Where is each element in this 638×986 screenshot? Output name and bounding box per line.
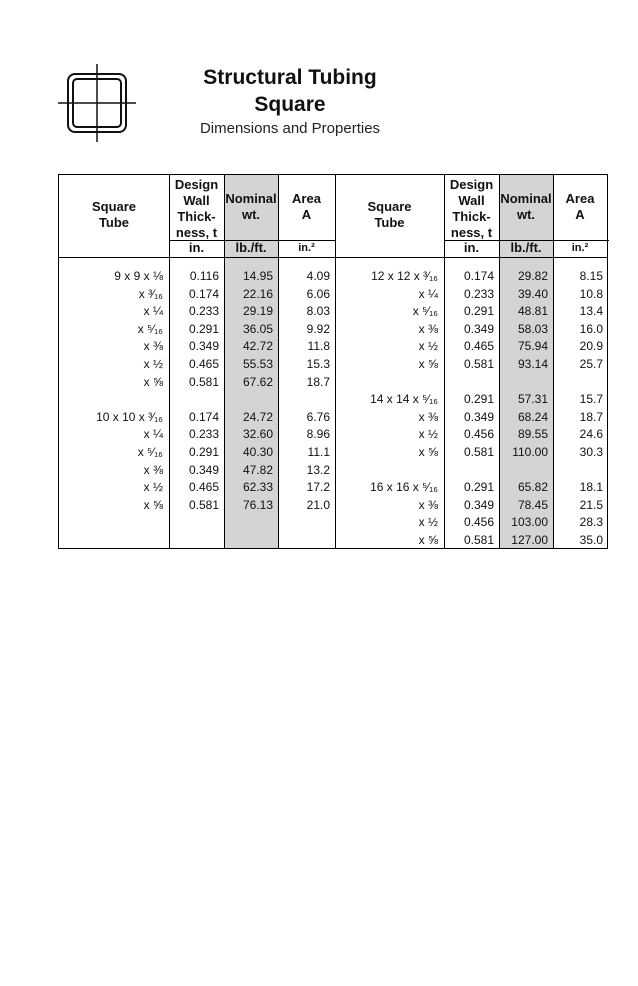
right-area-cell: 24.6 bbox=[579, 427, 603, 442]
left-nominal-weight-cell: 55.53 bbox=[242, 357, 273, 371]
left-area-cell: 8.96 bbox=[306, 427, 330, 442]
left-nominal-weight-cell: 24.72 bbox=[242, 409, 273, 424]
left-tube-size-cell: x ⅜ bbox=[143, 339, 163, 354]
left-nominal-weight-cell: 67.62 bbox=[242, 374, 273, 389]
right-area-cell: 21.5 bbox=[579, 497, 603, 512]
right-wall-thickness-cell: 0.291 bbox=[463, 392, 494, 407]
left-area-cell: 13.2 bbox=[306, 462, 330, 477]
left-wall-thickness-cell: 0.174 bbox=[188, 286, 219, 301]
right-tube-size-cell: 14 x 14 x ⁵⁄₁₆ bbox=[370, 392, 438, 407]
header-nominal-wt-right: Nominal wt. bbox=[500, 191, 552, 222]
right-tube-size-cell: x ½ bbox=[418, 427, 438, 442]
right-wall-thickness-cell: 0.456 bbox=[463, 427, 494, 442]
right-wall-thickness-cell: 0.291 bbox=[463, 480, 494, 495]
unit-wall: in. bbox=[188, 240, 205, 255]
left-nominal-weight-cell: 14.95 bbox=[242, 269, 273, 283]
left-wall-thickness-cell: 0.349 bbox=[188, 339, 219, 354]
left-nominal-weight-cell: 32.60 bbox=[242, 427, 273, 442]
left-wall-thickness-cell: 0.116 bbox=[189, 269, 219, 283]
left-nominal-weight-cell: 36.05 bbox=[242, 321, 273, 336]
left-area-cell: 8.03 bbox=[306, 304, 330, 319]
left-nominal-weight-cell: 62.33 bbox=[242, 480, 273, 495]
right-area-cell: 13.4 bbox=[579, 304, 603, 319]
left-area-cell: 6.76 bbox=[306, 409, 330, 424]
left-area-cell: 11.1 bbox=[307, 445, 330, 459]
right-area-cell: 25.7 bbox=[579, 357, 603, 371]
right-tube-size-cell: 12 x 12 x ³⁄₁₆ bbox=[371, 269, 438, 283]
unit-weight: lb./ft. bbox=[235, 240, 267, 255]
right-nominal-weight-cell: 75.94 bbox=[517, 339, 548, 354]
right-nominal-weight-cell: 78.45 bbox=[517, 497, 548, 512]
left-wall-thickness-cell: 0.581 bbox=[188, 497, 219, 512]
right-tube-size-cell: x ⅜ bbox=[418, 497, 438, 512]
right-nominal-weight-cell: 110.00 bbox=[512, 445, 548, 459]
right-wall-thickness-cell: 0.349 bbox=[463, 497, 494, 512]
right-wall-thickness-cell: 0.581 bbox=[463, 533, 494, 547]
right-nominal-weight-cell: 39.40 bbox=[517, 286, 548, 301]
unit-area-right: in.² bbox=[571, 242, 589, 254]
unit-area: in.² bbox=[298, 242, 315, 254]
left-tube-size-cell: x ¼ bbox=[143, 427, 163, 442]
left-tube-size-cell: x ½ bbox=[143, 480, 163, 495]
right-nominal-weight-cell: 68.24 bbox=[517, 409, 548, 424]
left-area-cell: 11.8 bbox=[307, 339, 330, 354]
right-nominal-weight-cell: 89.55 bbox=[517, 427, 548, 442]
right-wall-thickness-cell: 0.456 bbox=[463, 515, 494, 530]
properties-table bbox=[58, 174, 608, 549]
left-tube-size-cell: x ⁵⁄₁₆ bbox=[137, 321, 163, 336]
left-wall-thickness-cell: 0.465 bbox=[188, 357, 219, 371]
left-wall-thickness-cell: 0.233 bbox=[188, 427, 219, 442]
right-wall-thickness-cell: 0.349 bbox=[463, 321, 494, 336]
left-wall-thickness-cell: 0.291 bbox=[188, 321, 219, 336]
header-wall-thickness: Design Wall Thick- ness, t bbox=[174, 177, 219, 240]
left-tube-size-cell: 10 x 10 x ³⁄₁₆ bbox=[96, 409, 163, 424]
left-wall-thickness-cell: 0.233 bbox=[188, 304, 219, 319]
left-area-cell: 21.0 bbox=[306, 497, 330, 512]
right-nominal-weight-cell: 57.31 bbox=[517, 392, 548, 407]
unit-weight-right: lb./ft. bbox=[510, 240, 542, 255]
right-wall-thickness-cell: 0.349 bbox=[463, 409, 494, 424]
left-wall-thickness-cell: 0.465 bbox=[188, 480, 219, 495]
header-square-tube-right: Square Tube bbox=[367, 199, 412, 230]
right-tube-size-cell: x ⁵⁄₁₆ bbox=[412, 304, 438, 319]
left-tube-size-cell: x ⁵⁄₁₆ bbox=[137, 445, 163, 459]
header-area-right: Area A bbox=[565, 191, 595, 222]
left-tube-size-cell: x ½ bbox=[143, 357, 163, 371]
right-nominal-weight-cell: 103.00 bbox=[511, 515, 548, 530]
left-tube-size-cell: x ⅝ bbox=[143, 374, 163, 389]
right-area-cell: 10.8 bbox=[579, 286, 603, 301]
right-tube-size-cell: x ½ bbox=[418, 515, 438, 530]
right-tube-size-cell: x ½ bbox=[418, 339, 438, 354]
right-tube-size-cell: x ⅝ bbox=[418, 533, 438, 547]
left-tube-size-cell: 9 x 9 x ⅛ bbox=[114, 269, 163, 283]
unit-wall-right: in. bbox=[463, 240, 480, 255]
header-area: Area A bbox=[292, 191, 321, 222]
right-tube-size-cell: x ⅜ bbox=[418, 321, 438, 336]
left-nominal-weight-cell: 76.13 bbox=[242, 497, 273, 512]
square-tube-icon bbox=[57, 63, 137, 143]
right-nominal-weight-cell: 93.14 bbox=[517, 357, 548, 371]
left-nominal-weight-cell: 29.19 bbox=[242, 304, 273, 319]
right-area-cell: 15.7 bbox=[579, 392, 603, 407]
right-nominal-weight-cell: 58.03 bbox=[517, 321, 548, 336]
right-wall-thickness-cell: 0.465 bbox=[463, 339, 494, 354]
left-area-cell: 15.3 bbox=[306, 357, 330, 371]
left-nominal-weight-cell: 22.16 bbox=[242, 286, 273, 301]
left-wall-thickness-cell: 0.349 bbox=[188, 462, 219, 477]
right-area-cell: 18.1 bbox=[579, 480, 603, 495]
left-tube-size-cell: x ³⁄₁₆ bbox=[138, 286, 163, 301]
right-area-cell: 35.0 bbox=[579, 533, 603, 547]
left-area-cell: 9.92 bbox=[306, 321, 330, 336]
left-wall-thickness-cell: 0.291 bbox=[188, 445, 219, 459]
right-tube-size-cell: x ¼ bbox=[418, 286, 438, 301]
right-tube-size-cell: x ⅝ bbox=[418, 357, 438, 371]
header-wall-thickness-right: Design Wall Thick- ness, t bbox=[449, 177, 494, 240]
left-area-cell: 4.09 bbox=[306, 269, 330, 283]
right-tube-size-cell: x ⅝ bbox=[418, 445, 438, 459]
right-area-cell: 30.3 bbox=[579, 445, 603, 459]
right-nominal-weight-cell: 65.82 bbox=[517, 480, 548, 495]
right-nominal-weight-cell: 29.82 bbox=[517, 269, 548, 283]
header-square-tube: Square Tube bbox=[91, 199, 137, 230]
page-subtitle: Dimensions and Properties bbox=[199, 120, 381, 137]
right-nominal-weight-cell: 127.00 bbox=[511, 533, 548, 547]
left-tube-size-cell: x ⅜ bbox=[143, 462, 163, 477]
left-wall-thickness-cell: 0.581 bbox=[188, 374, 219, 389]
left-nominal-weight-cell: 40.30 bbox=[242, 445, 273, 459]
left-tube-size-cell: x ⅝ bbox=[143, 497, 163, 512]
header-nominal-wt: Nominal wt. bbox=[225, 191, 277, 222]
left-area-cell: 6.06 bbox=[306, 286, 330, 301]
left-area-cell: 17.2 bbox=[306, 480, 330, 495]
right-wall-thickness-cell: 0.174 bbox=[463, 269, 494, 283]
right-nominal-weight-cell: 48.81 bbox=[517, 304, 548, 319]
left-nominal-weight-cell: 42.72 bbox=[242, 339, 273, 354]
right-tube-size-cell: x ⅜ bbox=[418, 409, 438, 424]
page-title: Structural Tubing bbox=[203, 66, 377, 89]
right-area-cell: 16.0 bbox=[579, 321, 603, 336]
left-area-cell: 18.7 bbox=[306, 374, 330, 389]
right-area-cell: 8.15 bbox=[579, 269, 603, 283]
right-wall-thickness-cell: 0.291 bbox=[463, 304, 494, 319]
right-area-cell: 18.7 bbox=[579, 409, 603, 424]
page-title-line2: Square bbox=[254, 93, 326, 116]
left-nominal-weight-cell: 47.82 bbox=[242, 462, 273, 477]
right-tube-size-cell: 16 x 16 x ⁵⁄₁₆ bbox=[370, 480, 438, 495]
right-wall-thickness-cell: 0.581 bbox=[463, 357, 494, 371]
right-area-cell: 20.9 bbox=[579, 339, 603, 354]
left-tube-size-cell: x ¼ bbox=[143, 304, 163, 319]
right-wall-thickness-cell: 0.233 bbox=[463, 286, 494, 301]
right-area-cell: 28.3 bbox=[579, 515, 603, 530]
left-wall-thickness-cell: 0.174 bbox=[188, 409, 219, 424]
right-wall-thickness-cell: 0.581 bbox=[463, 445, 494, 459]
